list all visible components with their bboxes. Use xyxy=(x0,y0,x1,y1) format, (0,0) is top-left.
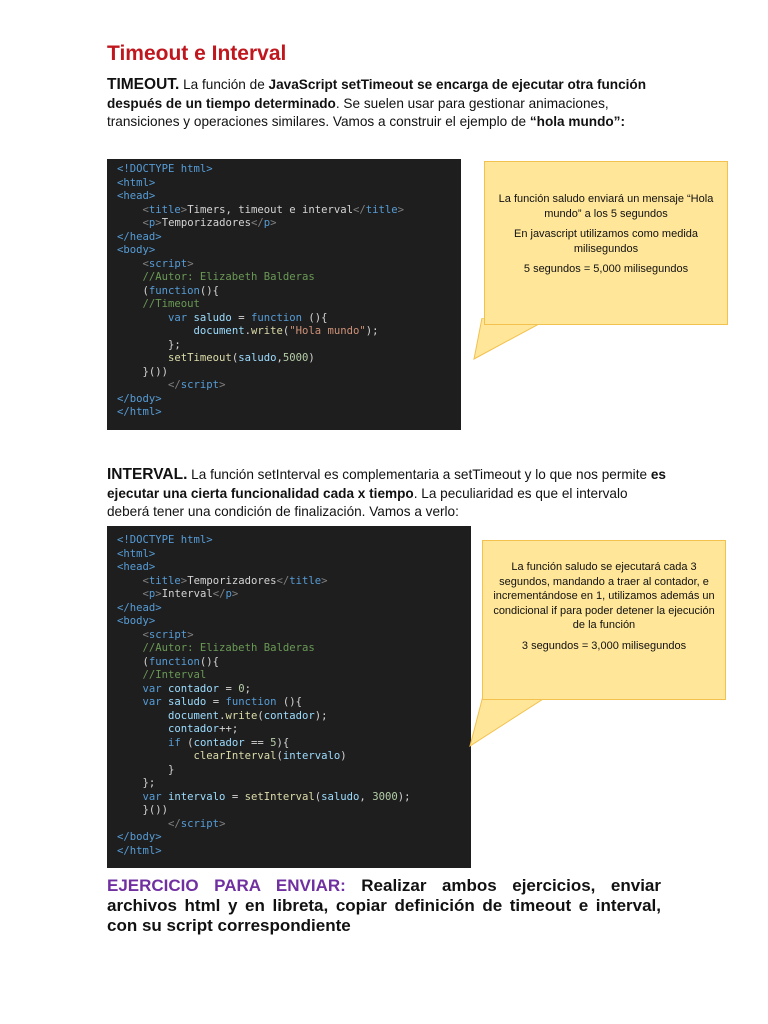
code-token: ( xyxy=(180,736,194,749)
code-token: function xyxy=(148,655,200,668)
code-token: <html> xyxy=(117,547,156,560)
exercise-label: EJERCICIO PARA ENVIAR: xyxy=(107,876,346,895)
code-line xyxy=(117,683,461,697)
code-token: contador xyxy=(263,709,315,722)
code-line xyxy=(117,845,461,859)
interval-text-2: . La peculiaridad es que el intervalo deberá tener una condición de finalización. Vamos a verlo: xyxy=(107,485,628,519)
code-line xyxy=(117,325,451,339)
code-token xyxy=(117,642,143,654)
code-token: > xyxy=(219,379,226,391)
code-token: }; xyxy=(117,777,156,789)
code-token: = xyxy=(206,696,226,708)
code-token: intervalo xyxy=(168,790,226,803)
code-line xyxy=(117,339,451,353)
code-token: , xyxy=(276,352,283,364)
code-line xyxy=(117,352,451,366)
callout-pointer-2 xyxy=(466,692,561,750)
code-token xyxy=(117,588,143,600)
code-token: 5 xyxy=(270,736,277,749)
code-token xyxy=(117,683,143,695)
code-token: p xyxy=(225,588,232,600)
code-token: }()) xyxy=(117,804,169,816)
interval-bold-1: es ejecutar una cierta funcionalidad cada x tiempo xyxy=(107,467,666,501)
code-token xyxy=(117,352,168,364)
code-token: function xyxy=(250,311,302,324)
code-token: title xyxy=(289,574,322,587)
code-token: }; xyxy=(117,338,181,351)
timeout-bold-1: JavaScript setTimeout se encarga de ejecutar otra función después de un tiempo determinado xyxy=(107,77,647,111)
code-token xyxy=(117,298,143,310)
code-token: 5000 xyxy=(282,352,309,364)
code-token: = xyxy=(231,311,251,324)
code-token xyxy=(117,723,168,735)
code-line xyxy=(117,366,451,380)
code-token: ( xyxy=(314,790,322,803)
code-token: , xyxy=(359,790,373,803)
code-token: p xyxy=(148,217,156,229)
code-token: saludo xyxy=(193,311,232,324)
code-token: > xyxy=(270,217,277,229)
code-token: var xyxy=(142,790,169,803)
code-token: ( xyxy=(117,284,149,297)
code-token xyxy=(117,325,194,337)
code-token: p xyxy=(148,588,156,600)
code-token: setTimeout xyxy=(168,352,232,364)
code-line xyxy=(117,656,461,670)
code-token: ( xyxy=(276,750,283,762)
code-token: > xyxy=(206,534,213,546)
code-line xyxy=(117,561,461,575)
code-token: ++; xyxy=(219,723,239,735)
code-token: p xyxy=(263,217,271,229)
code-token: </ xyxy=(168,817,181,830)
code-token: <html> xyxy=(117,176,156,189)
code-token: ) xyxy=(340,750,347,762)
code-token: ( xyxy=(282,325,290,337)
interval-callout xyxy=(482,540,726,700)
code-token: = xyxy=(225,790,245,803)
code-line xyxy=(117,271,451,285)
code-line xyxy=(117,231,451,245)
code-token: <body> xyxy=(117,244,156,256)
code-token: > xyxy=(321,574,328,587)
code-line xyxy=(117,818,461,832)
code-token xyxy=(117,271,143,283)
code-token: </body> xyxy=(117,831,162,843)
code-token: <body> xyxy=(117,615,156,627)
code-line xyxy=(117,723,461,737)
code-token: //Interval xyxy=(142,669,207,681)
code-token: Temporizadores xyxy=(161,217,251,229)
code-line xyxy=(117,204,451,218)
code-token xyxy=(117,217,143,229)
code-token: > xyxy=(180,574,188,587)
code-token: setInterval xyxy=(244,790,315,803)
code-token: title xyxy=(365,203,398,216)
code-token: </ xyxy=(168,379,181,391)
timeout-text-2: . Se suelen usar para gestionar animaciones, transiciones y operaciones similares. Vamos a construir el ejemplo de xyxy=(107,95,609,129)
code-token: > xyxy=(187,257,194,270)
code-token xyxy=(117,312,168,324)
code-token: write xyxy=(250,325,283,337)
code-token: html xyxy=(180,163,207,175)
code-token xyxy=(117,696,143,708)
code-token: document xyxy=(168,709,220,722)
code-token: intervalo xyxy=(282,750,341,762)
code-token: > xyxy=(206,163,213,175)
code-token: Interval xyxy=(161,588,213,600)
code-line xyxy=(117,285,451,299)
code-token: contador xyxy=(168,723,220,735)
timeout-bold-2: “hola mundo”: xyxy=(529,114,626,129)
code-token: < xyxy=(142,217,149,229)
code-line xyxy=(117,777,461,791)
code-token: </head> xyxy=(117,601,162,614)
code-token: 3000 xyxy=(372,790,398,803)
code-token: > xyxy=(155,588,162,600)
code-line xyxy=(117,791,461,805)
code-token: (){ xyxy=(276,696,302,708)
code-line xyxy=(117,629,461,643)
code-token xyxy=(117,750,194,762)
code-token: > xyxy=(397,203,405,216)
interval-text-1: La función setInterval es complementaria a setTimeout y lo que nos permite xyxy=(187,467,651,482)
code-token: </ xyxy=(276,574,290,587)
code-token: "Hola mundo" xyxy=(289,325,366,337)
code-line xyxy=(117,804,461,818)
code-line xyxy=(117,177,451,191)
code-line xyxy=(117,379,451,393)
code-token: write xyxy=(225,709,258,722)
exercise-paragraph xyxy=(107,876,661,936)
code-line xyxy=(117,298,451,312)
code-token: function xyxy=(148,284,200,297)
code-token: script xyxy=(148,628,188,641)
callout1-line-3: 5 segundos = 5,000 milisegundos xyxy=(523,263,689,275)
timeout-callout xyxy=(484,161,728,325)
code-token: </ xyxy=(212,588,226,600)
code-line xyxy=(117,534,461,548)
code-token: > xyxy=(219,817,226,830)
code-token: title xyxy=(148,574,181,587)
code-token: script xyxy=(180,379,220,391)
code-token: </ xyxy=(353,203,366,216)
code-token: (){ xyxy=(199,655,220,668)
code-token: > xyxy=(231,588,239,600)
code-token: ); xyxy=(365,325,379,337)
code-token: < xyxy=(142,628,149,641)
code-token: ); xyxy=(314,709,328,722)
code-token xyxy=(117,710,168,722)
exercise-text: Realizar ambos ejercicios, enviar archivos html y en libreta, copiar definición de timeout e interval, con su script correspondiente xyxy=(107,876,661,935)
code-token: saludo xyxy=(168,696,207,708)
code-token: </html> xyxy=(117,406,162,418)
interval-code-block xyxy=(107,526,471,868)
code-token: saludo xyxy=(321,790,360,803)
code-token: (){ xyxy=(199,284,220,297)
timeout-text-1: La función de xyxy=(179,77,269,92)
code-token: ){ xyxy=(276,736,290,749)
code-token xyxy=(117,737,168,749)
code-token xyxy=(117,629,143,641)
code-line xyxy=(117,615,461,629)
code-token xyxy=(117,818,168,830)
code-token: . xyxy=(219,709,226,722)
code-token: clearInterval xyxy=(193,750,277,762)
code-token: (){ xyxy=(302,311,328,324)
code-line xyxy=(117,406,451,420)
code-token: > xyxy=(155,217,162,229)
code-token: = xyxy=(219,682,239,695)
code-line xyxy=(117,258,451,272)
code-token xyxy=(117,575,143,587)
code-token: saludo xyxy=(238,352,277,364)
page-title: Timeout e Interval xyxy=(107,42,287,65)
code-token: ( xyxy=(257,709,264,722)
code-token: </body> xyxy=(117,392,162,405)
timeout-paragraph xyxy=(107,76,667,132)
code-token: < xyxy=(142,203,149,216)
code-token: </html> xyxy=(117,844,162,857)
code-token: }()) xyxy=(117,365,169,378)
code-token xyxy=(117,258,143,270)
code-token: //Timeout xyxy=(142,298,200,310)
code-token: ); xyxy=(397,790,411,803)
code-token: </head> xyxy=(117,230,162,243)
code-token: //Autor: Elizabeth Balderas xyxy=(142,271,315,283)
code-line xyxy=(117,602,461,616)
code-token: Timers, timeout e interval xyxy=(187,203,354,216)
code-token xyxy=(117,669,143,681)
code-token: <!DOCTYPE xyxy=(117,163,181,175)
code-line xyxy=(117,548,461,562)
code-line xyxy=(117,217,451,231)
timeout-heading: TIMEOUT. xyxy=(107,76,180,93)
code-token: ( xyxy=(231,352,239,364)
code-line xyxy=(117,190,451,204)
code-token: function xyxy=(225,696,277,708)
code-token: > xyxy=(187,628,194,641)
code-token: contador xyxy=(193,736,245,749)
code-token xyxy=(117,204,143,216)
code-line xyxy=(117,710,461,724)
code-token xyxy=(117,791,143,803)
callout2-line-1: La función saludo se ejecutará cada 3 segundos, mandando a traer al contador, e incrementándose en 1, utilizamos además un condicional if para poder detener la ejecución de la función xyxy=(493,561,715,631)
code-token: <head> xyxy=(117,561,156,573)
code-token: Temporizadores xyxy=(187,574,277,587)
code-token: <!DOCTYPE xyxy=(117,534,181,546)
code-token: <head> xyxy=(117,190,156,202)
code-token: if xyxy=(168,736,181,749)
code-token: . xyxy=(244,325,251,337)
code-line xyxy=(117,163,451,177)
code-token: } xyxy=(117,763,175,776)
code-token: script xyxy=(148,257,188,270)
code-line xyxy=(117,750,461,764)
code-token: var xyxy=(142,696,169,708)
code-token: ; xyxy=(244,682,251,695)
code-token: var xyxy=(142,682,169,695)
code-line xyxy=(117,764,461,778)
code-line xyxy=(117,669,461,683)
code-token: //Autor: Elizabeth Balderas xyxy=(142,642,315,654)
callout1-line-1: La función saludo enviará un mensaje “Hola mundo” a los 5 segundos xyxy=(498,193,714,220)
code-token: var xyxy=(168,311,194,324)
code-token: html xyxy=(180,534,207,546)
code-line xyxy=(117,244,451,258)
code-line xyxy=(117,696,461,710)
code-line xyxy=(117,642,461,656)
code-token: < xyxy=(142,257,149,270)
code-token: ) xyxy=(308,352,315,364)
code-token: script xyxy=(180,817,220,830)
code-token xyxy=(117,379,168,391)
code-line xyxy=(117,393,451,407)
code-token: > xyxy=(180,203,188,216)
code-token: ( xyxy=(117,655,149,668)
code-token: contador xyxy=(168,682,220,695)
callout2-line-2: 3 segundos = 3,000 milisegundos xyxy=(521,639,687,652)
code-line xyxy=(117,312,451,326)
code-line xyxy=(117,831,461,845)
code-token: < xyxy=(142,588,149,600)
interval-heading: INTERVAL. xyxy=(107,466,188,483)
callout1-line-2: En javascript utilizamos como medida milisegundos xyxy=(513,228,699,255)
code-token: 0 xyxy=(238,682,245,695)
timeout-code-block xyxy=(107,159,461,430)
interval-paragraph xyxy=(107,466,667,522)
code-token: title xyxy=(148,203,181,216)
code-token: document xyxy=(193,325,245,337)
code-token: </ xyxy=(250,217,264,229)
code-line xyxy=(117,737,461,751)
code-token: < xyxy=(142,574,149,587)
code-line xyxy=(117,588,461,602)
code-line xyxy=(117,575,461,589)
code-token: == xyxy=(244,736,271,749)
